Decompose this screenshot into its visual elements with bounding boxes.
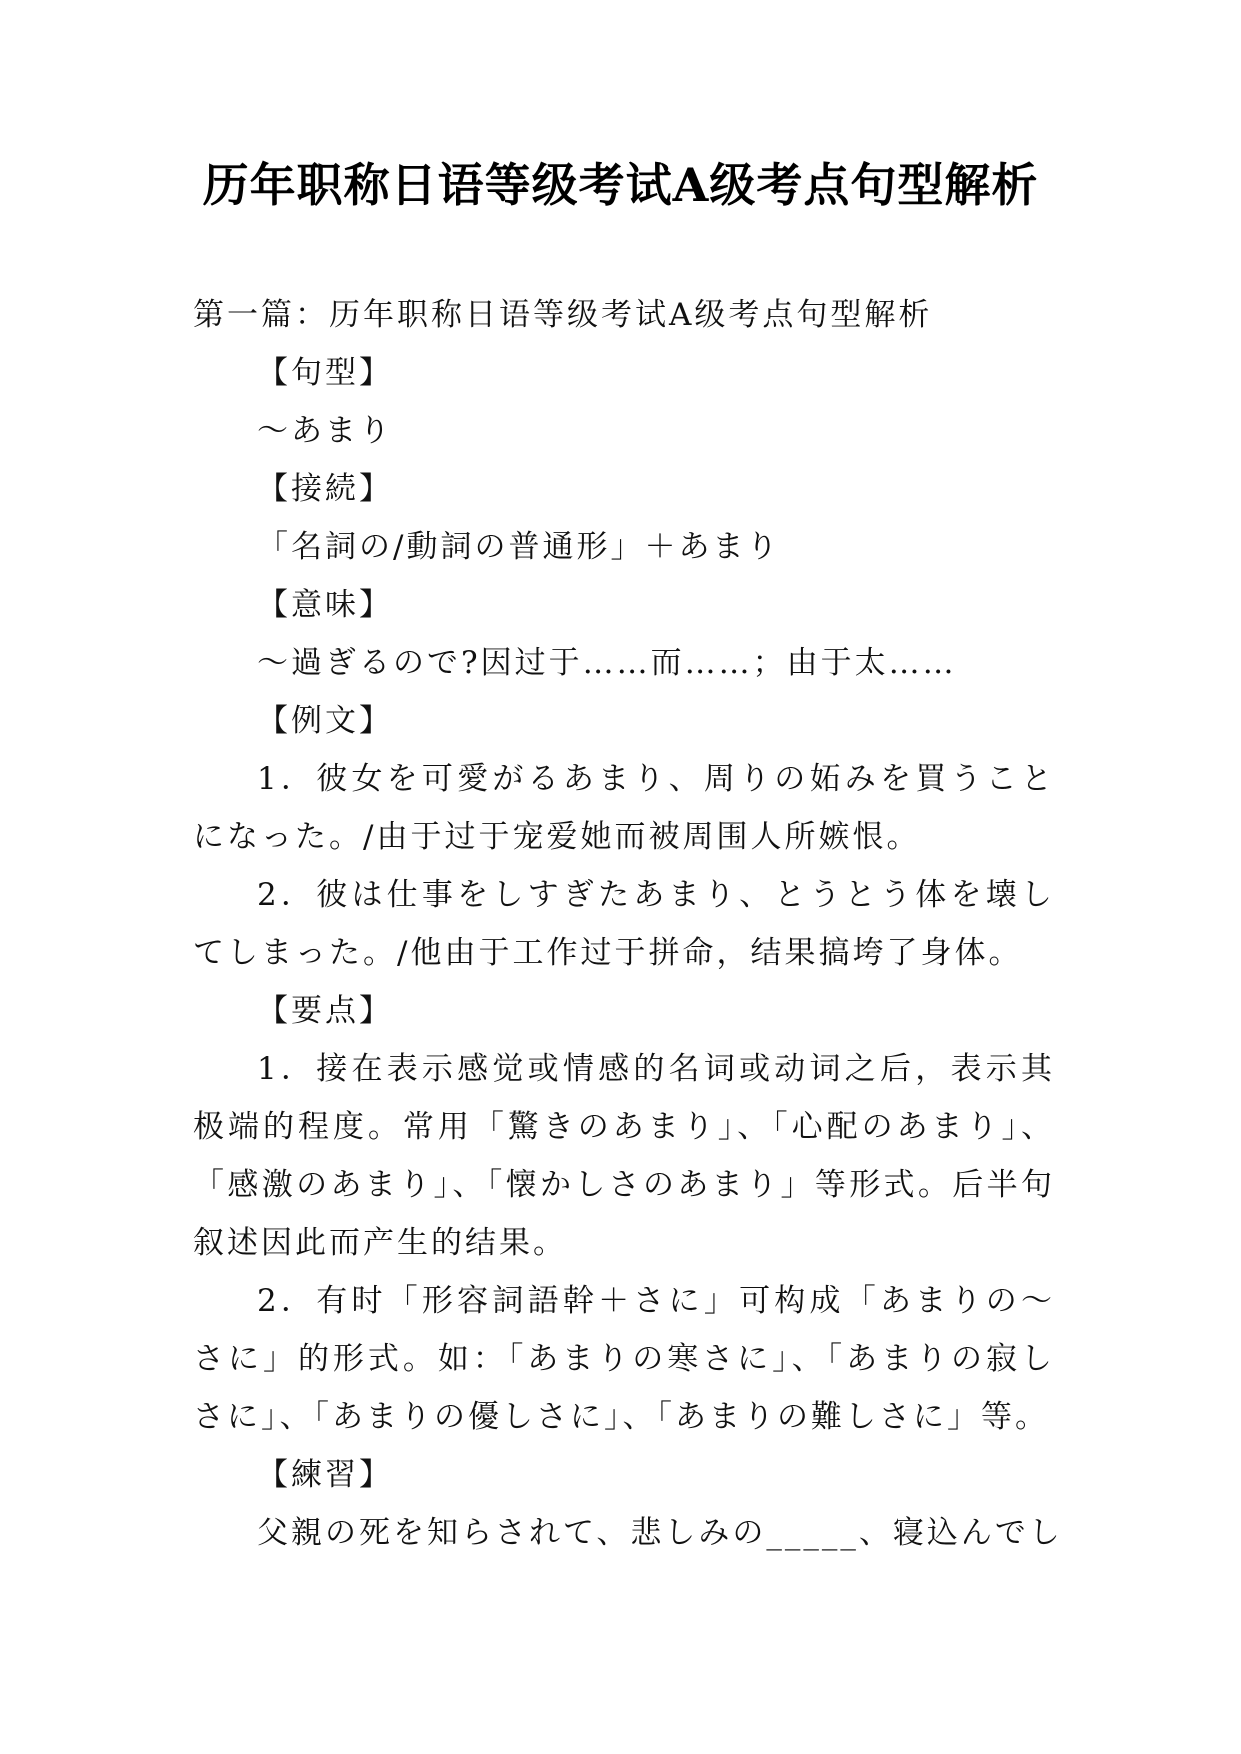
pattern-text: ～あまり	[257, 413, 393, 449]
connection-label: 【接続】	[257, 471, 393, 507]
points-label: 【要点】	[257, 993, 393, 1029]
pattern-label: 【句型】	[257, 355, 393, 391]
connection-text: 「名詞の/動詞の普通形」＋あまり	[257, 529, 781, 565]
document-body	[193, 286, 1063, 1562]
examples-label: 【例文】	[257, 703, 393, 739]
section-heading: 第一篇：历年职称日语等级考试A级考点句型解析	[193, 297, 933, 333]
practice-text: 父親の死を知らされて、悲しみの_____、寝込んでし	[257, 1515, 1063, 1551]
point-paragraph: 2．有时「形容詞語幹＋さに」可构成「あまりの～さに」的形式。如：「あまりの寒さに」、「あまりの寂しさに」、「あまりの優しさに」、「あまりの難しさに」等。	[193, 1283, 1055, 1435]
document-title: 历年职称日语等级考试A级考点句型解析	[202, 158, 1039, 212]
example-paragraph: 2．彼は仕事をしすぎたあまり、とうとう体を壊してしまった。/他由于工作过于拼命，结果搞垮了身体。	[193, 877, 1055, 971]
point-paragraph: 1．接在表示感觉或情感的名词或动词之后，表示其极端的程度。常用「驚きのあまり」、「心配のあまり」、「感激のあまり」、「懐かしさのあまり」等形式。后半句叙述因此而产生的结果。	[193, 1051, 1055, 1261]
meaning-text: ～過ぎるので?因过于……而……；由于太……	[257, 645, 957, 681]
practice-label: 【練習】	[257, 1457, 393, 1493]
example-paragraph: 1．彼女を可愛がるあまり、周りの妬みを買うことになった。/由于过于宠爱她而被周围人所嫉恨。	[193, 761, 1055, 855]
meaning-label: 【意味】	[257, 587, 393, 623]
